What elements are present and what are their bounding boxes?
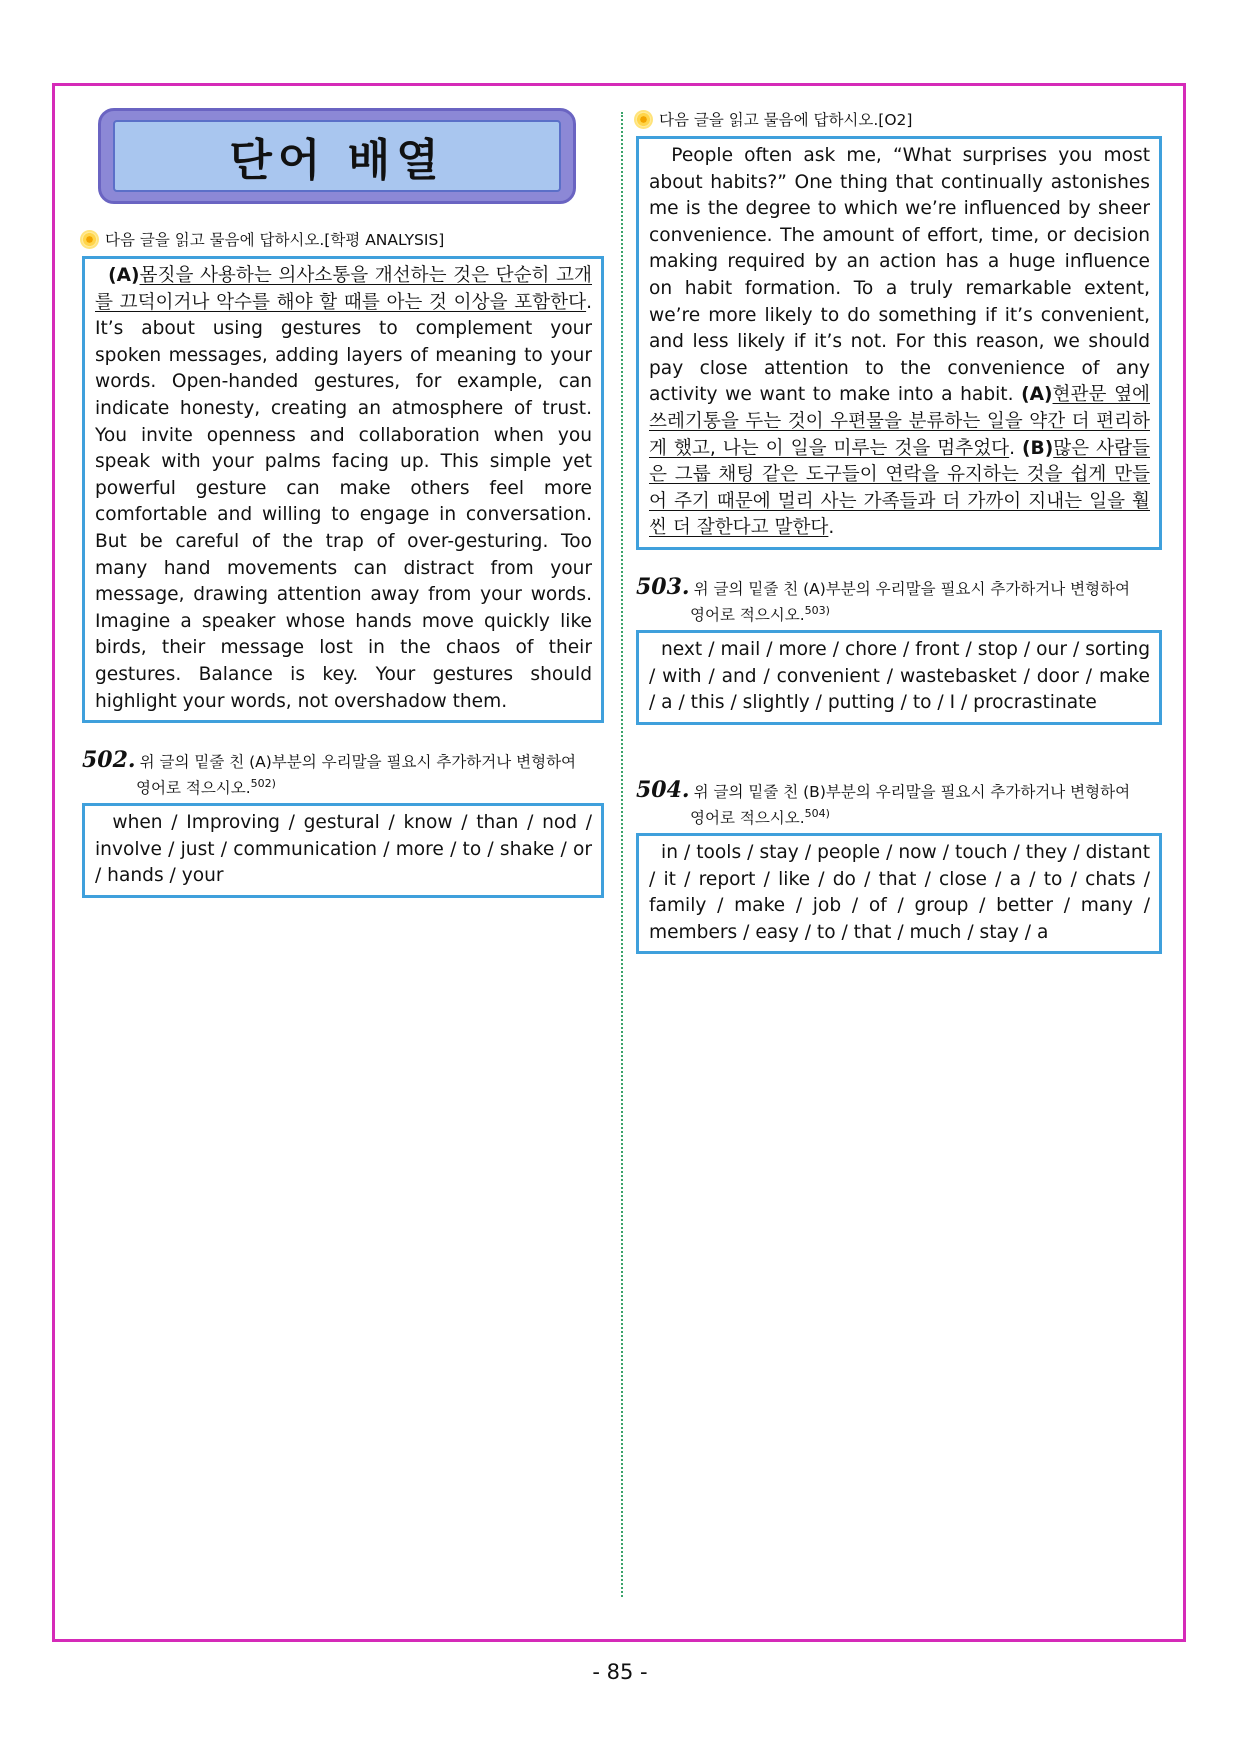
underlined-b: 많은 사람들은 그룹 채팅 같은 도구들이 연락을 유지하는 것을 쉽게 만들어 주기 때문에 멀리 사는 가족들과 더 가까이 지내는 일을 훨씬 더 잘한다고 말한다 bbox=[649, 437, 1151, 539]
instruction-left: 다음 글을 읽고 물음에 답하시오.[학평 ANALYSIS] bbox=[82, 228, 604, 250]
passage-right: People often ask me, “What surprises you most about habits?” One thing that continually astonishes me is the degree to which we’re influenced by sheer convenience. The amount of effort, time, or decision making required by an action has a huge influence on habit formation. To a truly remarkable extent, we’re more likely to do something if it’s convenient, and less likely if it’s not. For this reason, we should pay close attention to the convenience of any activity we want to make into a habit. (A)현관문 옆에 쓰레기통을 두는 것이 우편물을 분류하는 일을 약간 더 편리하게 했고, 나는 이 일을 미루는 것을 멈추었다. (B)많은 사람들은 그룹 채팅 같은 도구들이 연락을 유지하는 것을 쉽게 만들어 주기 때문에 멀리 사는 가족들과 더 가까이 지내는 일을 훨씬 더 잘한다고 말한다. bbox=[636, 136, 1162, 550]
flower-icon bbox=[82, 232, 97, 247]
instruction-right: 다음 글을 읽고 물음에 답하시오.[O2] bbox=[636, 108, 1162, 130]
word-bank-503: next / mail / more / chore / front / stop / our / sorting / with / and / convenient / wastebasket / door / make / a / this / slightly / putting / to / I / procrastinate bbox=[636, 630, 1162, 725]
label-b: (B) bbox=[1022, 437, 1054, 459]
question-502: 502. 위 글의 밑줄 친 (A)부분의 우리말을 필요시 추가하거나 변형하여 영어로 적으시오.$^{502)}$ bbox=[82, 747, 577, 798]
passage-left bbox=[82, 256, 604, 723]
underlined-a: 현관문 옆에 쓰레기통을 두는 것이 우편물을 분류하는 일을 약간 더 편리하게 했고, 나는 이 일을 미루는 것을 멈추었다 bbox=[649, 384, 1150, 459]
page-title: 단어 배열 bbox=[229, 135, 445, 186]
column-divider bbox=[621, 112, 623, 1597]
page-number: - 85 - bbox=[592, 1660, 648, 1684]
passage-text: . It’s about using gestures to complement your spoken messages, adding layers of meaning to your words. Open-handed gestures, for example, can indicate honesty, creating an atmosphere of trust. You invite openness and collaboration when you speak with your palms facing up. This simple yet powerful gesture can make others feel more comfortable and willing to engage in conversation. But be careful of the trap of over-gesturing. Too many hand movements can distract from your message, drawing attention away from your words. Imagine a speaker whose hands move quickly like birds, their message lost in the chaos of their gestures. Balance is key. Your gestures should highlight your words, not overshadow them. bbox=[95, 291, 592, 712]
label-a: (A) bbox=[1021, 384, 1053, 406]
question-504: 504. 위 글의 밑줄 친 (B)부분의 우리말을 필요시 추가하거나 변형하여 영어로 적으시오.$^{504)}$ bbox=[636, 776, 1131, 827]
word-bank-504: in / tools / stay / people / now / touch / they / distant / it / report / like / do / that / close / a / to / chats / family / make / job / of / group / better / many / members / easy / to / that / much / stay / a bbox=[636, 833, 1162, 954]
right-column bbox=[636, 108, 1162, 954]
flower-icon bbox=[636, 112, 651, 127]
label-a: (A) bbox=[108, 265, 140, 286]
title-banner bbox=[98, 108, 576, 204]
passage-text: People often ask me, “What surprises you most about habits?” One thing that continually astonishes me is the degree to which we’re influenced by sheer convenience. The amount of effort, time, or decision making required by an action has a huge influence on habit formation. To a truly remarkable extent, we’re more likely to do something if it’s convenient, and less likely if it’s not. For this reason, we should pay close attention to the convenience of any activity we want to make into a habit. bbox=[649, 145, 1151, 406]
underlined-a: 몸짓을 사용하는 의사소통을 개선하는 것은 단순히 고개를 끄덕이거나 악수를 해야 할 때를 아는 것 이상을 포함한다 bbox=[95, 265, 592, 313]
question-503: 503. 위 글의 밑줄 친 (A)부분의 우리말을 필요시 추가하거나 변형하여 영어로 적으시오.$^{503)}$ bbox=[636, 573, 1131, 625]
left-column bbox=[82, 108, 604, 898]
word-bank-502: when / Improving / gestural / know / than / nod / involve / just / communication / more / to / shake / or / hands / your bbox=[82, 803, 604, 898]
